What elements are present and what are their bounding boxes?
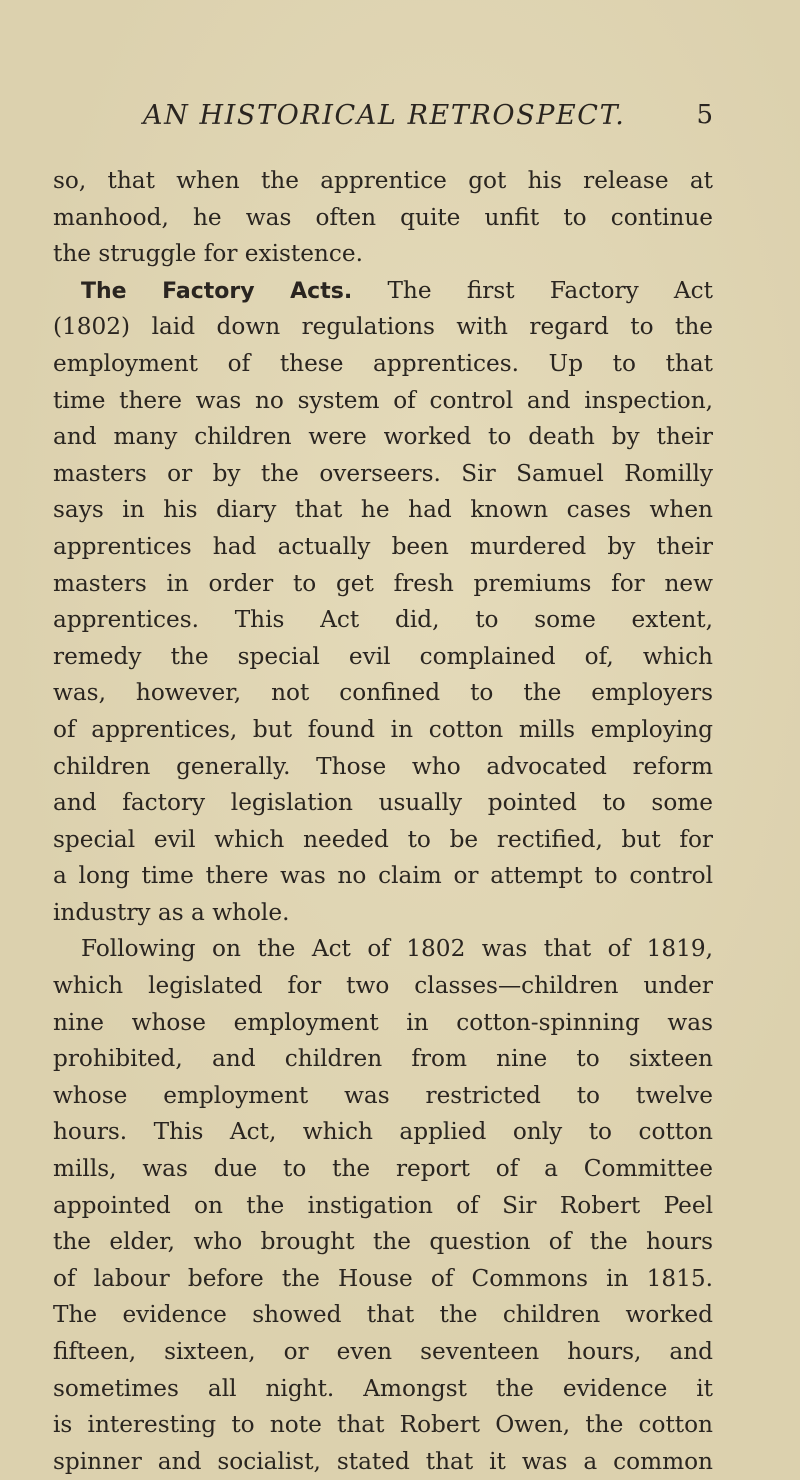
- text-line: of apprentices, but found in cotton mills employing: [53, 715, 713, 743]
- text-line: the elder, who brought the question of the hours: [53, 1228, 713, 1256]
- text-line: manhood, he was often quite unfit to continue: [53, 203, 713, 231]
- text-line: remedy the special evil complained of, which: [53, 642, 713, 670]
- text-line: employment of these apprentices. Up to that: [53, 349, 713, 377]
- text-line: The evidence showed that the children worked: [53, 1301, 713, 1329]
- body-text: [53, 163, 713, 1480]
- text-line: a long time there was no claim or attempt to control: [53, 862, 713, 890]
- text-line: spinner and socialist, stated that it was a common: [53, 1447, 713, 1475]
- text-line: special evil which needed to be rectified, but for: [53, 825, 713, 853]
- text-line: time there was no system of control and inspection,: [53, 386, 713, 414]
- text-run: The first Factory Act: [352, 276, 713, 304]
- text-line: [53, 273, 713, 310]
- text-line: children generally. Those who advocated reform: [53, 752, 713, 780]
- text-line: industry as a whole.: [53, 898, 290, 926]
- text-line: which legislated for two classes—children under: [53, 972, 713, 1000]
- text-line: masters or by the overseers. Sir Samuel Romilly: [53, 459, 713, 487]
- text-line: the struggle for existence.: [53, 240, 363, 268]
- text-line: whose employment was restricted to twelve: [53, 1081, 713, 1109]
- section-sidehead: The Factory Acts.: [81, 278, 353, 304]
- text-line: hours. This Act, which applied only to cotton: [53, 1118, 713, 1146]
- text-line: Following on the Act of 1802 was that of 1819,: [81, 935, 713, 963]
- text-line: is interesting to note that Robert Owen, the cotton: [53, 1411, 713, 1439]
- running-title: AN HISTORICAL RETROSPECT.: [143, 100, 626, 131]
- text-line: sometimes all night. Amongst the evidence it: [53, 1374, 713, 1402]
- text-line: mills, was due to the report of a Committee: [53, 1155, 713, 1183]
- text-line: nine whose employment in cotton-spinning was: [53, 1008, 713, 1036]
- page-number: 5: [696, 100, 713, 130]
- text-line: apprentices. This Act did, to some extent,: [53, 606, 713, 634]
- text-line: and many children were worked to death by their: [53, 423, 713, 451]
- text-line: prohibited, and children from nine to sixteen: [53, 1045, 713, 1073]
- text-line: appointed on the instigation of Sir Robert Peel: [53, 1191, 713, 1219]
- text-line: fifteen, sixteen, or even seventeen hours, and: [53, 1338, 713, 1365]
- running-head: [143, 100, 713, 140]
- text-line: was, however, not confined to the employers: [53, 679, 713, 707]
- text-line: (1802) laid down regulations with regard to the: [53, 313, 713, 341]
- text-line: says in his diary that he had known cases when: [53, 496, 713, 524]
- text-line: apprentices had actually been murdered by their: [53, 532, 713, 560]
- text-line: so, that when the apprentice got his release at: [53, 167, 713, 194]
- text-line: masters in order to get fresh premiums for new: [53, 569, 713, 597]
- text-line: of labour before the House of Commons in 1815.: [53, 1264, 713, 1292]
- text-line: and factory legislation usually pointed to some: [53, 789, 713, 817]
